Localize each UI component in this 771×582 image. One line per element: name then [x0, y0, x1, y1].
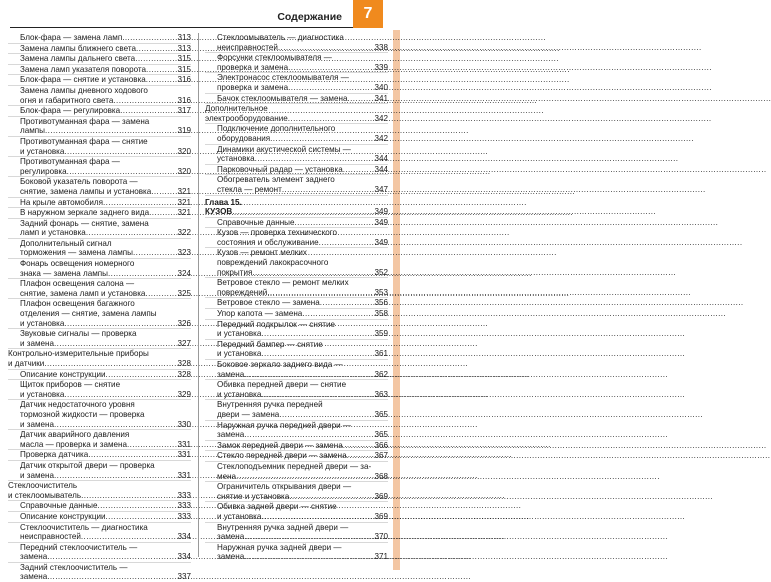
toc-page-number: 333	[177, 490, 191, 500]
toc-entry	[205, 52, 388, 72]
toc-entry-text: В наружном зеркале заднего вида	[20, 208, 150, 218]
toc-entry-text: Задний стеклоочиститель —	[20, 562, 128, 572]
toc-entry-text: Блок-фара — снятие и установка	[20, 75, 146, 85]
dot-leader	[127, 440, 177, 450]
toc-entry-text: Стеклоомыватель — диагностика	[217, 33, 344, 42]
toc-entry-text: На крыле автомобиля	[20, 197, 103, 207]
toc-entry-text: Стеклоподъемник передней двери — за-	[217, 461, 372, 471]
toc-entry	[205, 501, 388, 521]
toc-entry-text: Замена лампы ближнего света	[20, 43, 136, 53]
toc-page-number: 331	[177, 439, 191, 449]
dot-leader	[67, 167, 178, 177]
toc-entry	[8, 105, 191, 116]
toc-entry	[205, 399, 388, 419]
dot-leader	[122, 33, 177, 43]
toc-page-number: 344	[374, 164, 388, 174]
toc-entry-text: Стекло передней двери — замена	[217, 451, 347, 461]
toc-entry-text: регулировка	[20, 166, 67, 176]
toc-entry-text: Блок-фара — регулировка	[20, 106, 121, 116]
toc-entry-text: Плафон освещения багажного	[20, 299, 135, 309]
dot-leader	[343, 441, 375, 451]
toc-page-number: 344	[374, 154, 388, 164]
toc-page-number: 362	[374, 369, 388, 379]
dot-leader	[282, 185, 375, 195]
toc-page-number: 315	[177, 54, 191, 64]
toc-entry-text: и датчики	[8, 359, 45, 368]
toc-entry	[8, 238, 191, 258]
toc-entry-text: Дополнительный сигнал	[20, 238, 112, 248]
dot-leader	[45, 126, 177, 136]
toc-entry-text: Замена лампы дневного ходового	[20, 85, 148, 95]
page-header	[0, 0, 400, 30]
toc-entry-text: двери — замена	[217, 409, 280, 419]
toc-page-number: 369	[374, 491, 388, 501]
toc-entry-text: мена	[217, 471, 237, 481]
toc-entry	[8, 197, 191, 208]
toc-entry	[8, 218, 191, 238]
toc-entry-text: Внутренняя ручка задней двери —	[217, 522, 349, 532]
toc-entry	[8, 64, 191, 75]
toc-page-number: 317	[177, 106, 191, 116]
dot-leader	[270, 134, 374, 144]
toc-entry	[8, 542, 191, 562]
toc-page-number: 331	[177, 450, 191, 460]
toc-entry-text: Описание конструкции	[20, 369, 106, 379]
dot-leader	[54, 339, 177, 349]
dot-leader	[120, 106, 177, 116]
dot-leader	[47, 572, 177, 582]
toc-entry	[205, 339, 388, 359]
toc-entry-text: Наружная ручка передней двери —	[217, 420, 352, 430]
toc-page-number: 326	[177, 318, 191, 328]
dot-leader	[261, 390, 374, 400]
dot-leader	[255, 154, 375, 164]
dot-leader	[108, 269, 178, 279]
toc-entry	[8, 328, 191, 348]
dot-leader	[278, 43, 375, 53]
toc-page-number: 320	[177, 166, 191, 176]
toc-page-number: 371	[374, 552, 388, 562]
toc-page-number: 349	[374, 217, 388, 227]
toc-entry	[205, 217, 388, 228]
toc-entry-text: Замок передней двери — замена	[217, 440, 343, 450]
toc-entry-text: Замена лампы дальнего света	[20, 54, 136, 64]
dot-leader	[86, 228, 178, 238]
toc-entry-text: Фонарь освещения номерного	[20, 259, 135, 269]
toc-page-number: 338	[374, 42, 388, 52]
toc-entry	[205, 440, 388, 451]
toc-entry	[205, 542, 388, 562]
toc-page-number: 356	[374, 298, 388, 308]
toc-page-number: 325	[177, 288, 191, 298]
toc-page-number: 370	[374, 532, 388, 542]
toc-entry-text: электрооборудование	[205, 113, 288, 123]
toc-entry-text: и замена	[20, 338, 55, 348]
toc-entry	[8, 85, 191, 105]
toc-entry	[205, 103, 388, 123]
toc-page-number: 369	[374, 511, 388, 521]
dot-leader	[145, 289, 177, 299]
dot-leader	[347, 94, 374, 104]
toc-entry	[8, 207, 191, 218]
toc-entry-text: Щиток приборов — снятие	[20, 380, 121, 390]
dot-leader	[146, 65, 177, 75]
toc-entry-text: и установка	[217, 389, 262, 399]
dot-leader	[289, 492, 374, 502]
toc-page-number: 316	[177, 75, 191, 85]
toc-entry-text: установка	[217, 154, 255, 164]
toc-entry	[8, 449, 191, 460]
toc-page-number: 342	[374, 133, 388, 143]
toc-entry-text: Датчик недостаточного уровня	[20, 400, 135, 410]
toc-entry-text: Плафон освещения салона —	[20, 279, 135, 289]
dot-leader	[81, 491, 177, 501]
toc-page-number: 334	[177, 552, 191, 562]
toc-entry-text: Форсунки стеклоомывателя —	[217, 53, 332, 63]
toc-page-number: 331	[177, 470, 191, 480]
toc-entry	[205, 522, 388, 542]
toc-entry-text: Передний стеклоочиститель —	[20, 542, 138, 552]
toc-entry	[205, 174, 388, 194]
toc-entry	[205, 72, 388, 92]
toc-entry-text: Боковой указатель поворота —	[20, 177, 138, 187]
dot-leader	[54, 471, 177, 481]
toc-entry-text: Наружная ручка задней двери —	[217, 542, 342, 552]
toc-entry-text: Датчик аварийного давления	[20, 430, 130, 440]
toc-entry	[205, 164, 388, 175]
toc-entry	[205, 195, 388, 217]
toc-entry-text: замена	[20, 572, 48, 582]
toc-entry-text: Проверка датчика	[20, 450, 89, 460]
toc-entry-text: Датчик открытой двери — проверка	[20, 460, 155, 470]
toc-entry	[8, 460, 191, 480]
toc-entry-text: Ограничитель открывания двери —	[217, 482, 352, 492]
toc-entry-text: Противотуманная фара —	[20, 157, 120, 167]
toc-entry	[8, 33, 191, 43]
toc-entry-text: замена	[20, 552, 48, 562]
dot-leader	[64, 147, 177, 157]
toc-entry-text: Передний подкрылок — снятие	[217, 319, 335, 329]
toc-entry-text: Упор капота — замена	[217, 309, 303, 319]
dot-leader	[319, 238, 375, 248]
toc-entry	[205, 123, 388, 143]
toc-entry-text: Задний фонарь — снятие, замена	[20, 218, 149, 228]
toc-entry-text: огня и габаритного света	[20, 95, 114, 105]
dot-leader	[88, 450, 177, 460]
toc-page-number: 367	[374, 451, 388, 461]
toc-entry-text: Справочные данные	[20, 501, 98, 511]
page-title: Содержание	[277, 11, 342, 23]
toc-entry-text: неисправностей	[20, 532, 81, 542]
toc-entry-text: Стеклоочиститель	[8, 481, 78, 491]
toc-page-number: 321	[177, 186, 191, 196]
toc-page-number: 319	[177, 126, 191, 136]
toc-entry	[205, 359, 388, 379]
dot-leader	[236, 472, 374, 482]
toc-entry	[205, 379, 388, 399]
page-number-badge: 7	[353, 0, 383, 28]
dot-leader	[302, 309, 374, 319]
dot-leader	[343, 165, 375, 175]
dot-leader	[64, 390, 177, 400]
dot-leader	[44, 359, 177, 369]
toc-entry-text: снятие, замена лампы и установка	[20, 186, 152, 196]
toc-entry-text: снятие, замена ламп и установка	[20, 288, 146, 298]
dot-leader	[288, 63, 374, 73]
toc-entry-text: и замена	[20, 470, 55, 480]
toc-page-number: 342	[374, 113, 388, 123]
dot-leader	[252, 268, 374, 278]
toc-page-number: 313	[177, 43, 191, 53]
toc-page-number: 322	[177, 228, 191, 238]
toc-page-number: 339	[374, 62, 388, 72]
toc-entry	[8, 176, 191, 196]
toc-page-number: 340	[374, 82, 388, 92]
toc-page-number: 327	[177, 338, 191, 348]
toc-page-number: 347	[374, 184, 388, 194]
toc-left-column	[8, 33, 191, 582]
dot-leader	[244, 532, 374, 542]
toc-entry-text: проверка и замена	[217, 62, 289, 72]
toc-entry-text: Дополнительное	[205, 104, 268, 114]
toc-entry	[8, 43, 191, 54]
toc-page-number: 365	[374, 430, 388, 440]
toc-page-number: 321	[177, 197, 191, 207]
toc-entry	[205, 93, 388, 104]
toc-entry	[205, 481, 388, 501]
toc-entry-text: Подключение дополнительного	[217, 124, 336, 134]
toc-entry-text: Описание конструкции	[20, 511, 106, 521]
dot-leader	[295, 218, 375, 228]
toc-entry	[8, 480, 191, 500]
toc-entry	[8, 522, 191, 542]
toc-right-column	[205, 33, 388, 562]
toc-entry-text: неисправностей	[217, 42, 278, 52]
dot-leader	[103, 198, 177, 208]
toc-entry-text: Кузов — проверка технического	[217, 228, 337, 238]
dot-leader	[261, 329, 374, 339]
toc-entry	[8, 298, 191, 328]
dot-leader	[347, 451, 375, 461]
toc-page-number: 358	[374, 309, 388, 319]
toc-entry	[8, 399, 191, 429]
toc-entry-text: покрытия	[217, 267, 253, 277]
toc-entry-text: замена	[217, 532, 245, 542]
toc-entry-text: замена	[217, 552, 245, 562]
toc-entry-text: и установка	[20, 318, 65, 328]
dot-leader	[81, 532, 178, 542]
toc-page-number: 316	[177, 95, 191, 105]
toc-entry-text: и установка	[20, 146, 65, 156]
toc-entry	[8, 511, 191, 522]
dot-leader	[47, 552, 177, 562]
toc-entry-text: Боковое зеркало заднего вида —	[217, 360, 343, 369]
toc-entry-text: Бачок стеклоомывателя — замена	[217, 93, 348, 103]
dot-leader	[320, 298, 375, 308]
dot-leader	[232, 207, 374, 217]
toc-entry-text: Электронасос стеклоомывателя —	[217, 73, 349, 83]
toc-entry-text: и стеклоомыватель	[8, 490, 82, 500]
toc-page-number: 341	[374, 93, 388, 103]
toc-entry	[205, 450, 388, 461]
toc-page-number: 330	[177, 419, 191, 429]
toc-entry	[205, 144, 388, 164]
toc-entry-text: тормозной жидкости — проверка	[20, 409, 145, 419]
toc-page-number: 365	[374, 409, 388, 419]
toc-entry-text: и установка	[20, 389, 65, 399]
toc-page-number: 328	[177, 369, 191, 379]
toc-entry-text: Звуковые сигналы — проверка	[20, 329, 137, 339]
toc-entry-text: Обивка задней двери — снятие	[217, 502, 337, 512]
toc-entry-text: Динамики акустической системы —	[217, 144, 351, 154]
toc-entry-text: повреждений	[217, 287, 268, 297]
toc-entry	[205, 308, 388, 319]
toc-entry-text: Ветровое стекло — замена	[217, 298, 320, 308]
toc-entry-text: замена	[217, 369, 245, 379]
toc-entry-text: Ветровое стекло — ремонт мелких	[217, 278, 349, 288]
chapter-heading: Глава 15.	[205, 197, 242, 207]
toc-entry	[205, 420, 388, 440]
toc-entry-text: снятие и установка	[217, 491, 290, 501]
toc-entry-text: и замена	[20, 419, 55, 429]
dot-leader	[136, 44, 178, 54]
toc-entry	[8, 562, 191, 582]
toc-page-number: 334	[177, 532, 191, 542]
dot-leader	[146, 75, 178, 85]
toc-entry-text: Блок-фара — замена ламп	[20, 33, 123, 42]
dot-leader	[279, 410, 374, 420]
toc-entry	[8, 156, 191, 176]
dot-leader	[106, 512, 178, 522]
toc-page-number: 320	[177, 146, 191, 156]
toc-entry-text: лампы	[20, 126, 45, 136]
toc-entry	[8, 136, 191, 156]
toc-entry-text: знака — замена лампы	[20, 268, 108, 278]
toc-entry	[205, 461, 388, 481]
toc-entry-text: Замена ламп указателя поворота	[20, 64, 147, 74]
toc-entry	[8, 369, 191, 380]
toc-entry	[8, 278, 191, 298]
toc-entry	[8, 116, 191, 136]
toc-entry	[8, 379, 191, 399]
toc-entry	[205, 297, 388, 308]
toc-page-number: 315	[177, 64, 191, 74]
toc-entry-text: КУЗОВ	[205, 207, 233, 217]
toc-entry-text: и установка	[217, 349, 262, 359]
toc-page-number: 349	[374, 207, 388, 217]
dot-leader	[261, 512, 374, 522]
toc-entry-text: Контрольно-измерительные приборы	[8, 349, 149, 359]
toc-entry	[8, 500, 191, 511]
toc-entry-text: повреждений лакокрасочного	[217, 258, 329, 268]
toc-entry-text: состояния и обслуживание	[217, 237, 319, 247]
column-divider	[198, 33, 199, 557]
toc-entry-text: Стеклоочиститель — диагностика	[20, 522, 148, 532]
toc-page-number: 313	[177, 33, 191, 42]
toc-page-number: 363	[374, 389, 388, 399]
toc-page-number: 321	[177, 208, 191, 218]
toc-entry-text: оборудования	[217, 133, 271, 143]
toc-entry-text: Передний бампер — снятие	[217, 339, 323, 349]
dot-leader	[149, 208, 177, 218]
toc-page-number: 352	[374, 267, 388, 277]
toc-entry-text: и установка	[217, 511, 262, 521]
toc-page-number: 333	[177, 501, 191, 511]
toc-entry-text: и установка	[217, 329, 262, 339]
toc-page-number: 329	[177, 389, 191, 399]
toc-entry	[8, 429, 191, 449]
toc-entry	[205, 247, 388, 277]
toc-entry-text: Справочные данные	[217, 217, 295, 227]
toc-entry-text: Противотуманная фара — снятие	[20, 136, 148, 146]
toc-entry	[8, 53, 191, 64]
header-rule	[10, 27, 354, 28]
toc-entry-text: Внутренняя ручка передней	[217, 400, 323, 410]
dot-leader	[244, 430, 374, 440]
toc-page-number: 333	[177, 511, 191, 521]
dot-leader	[54, 420, 177, 430]
toc-entry-text: проверка и замена	[217, 82, 289, 92]
toc-page-number: 361	[374, 349, 388, 359]
toc-entry	[8, 74, 191, 85]
dot-leader	[267, 288, 374, 298]
dot-leader	[98, 501, 178, 511]
toc-entry-text: Обивка передней двери — снятие	[217, 380, 347, 390]
dot-leader	[288, 114, 375, 124]
toc-entry-text: отделения — снятие, замена лампы	[20, 309, 157, 319]
toc-page-number: 353	[374, 287, 388, 297]
dot-leader	[151, 187, 177, 197]
toc-page-number: 328	[177, 359, 191, 368]
toc-entry-text: Противотуманная фара — замена	[20, 116, 150, 126]
dot-leader	[261, 349, 374, 359]
dot-leader	[135, 54, 177, 64]
toc-entry	[205, 227, 388, 247]
toc-entry-text: Парковочный радар — установка	[217, 164, 343, 174]
toc-entry	[205, 33, 388, 52]
toc-entry-text: ламп и установка	[20, 228, 86, 238]
toc-page-number: 323	[177, 248, 191, 258]
toc-page-number: 366	[374, 440, 388, 450]
toc-entry-text: торможения — замена лампы	[20, 248, 133, 258]
toc-page-number: 337	[177, 572, 191, 582]
toc-entry-text: Кузов — ремонт мелких	[217, 248, 307, 258]
toc-entry-text: замена	[217, 430, 245, 440]
dot-leader	[244, 370, 374, 380]
toc-page-number: 324	[177, 268, 191, 278]
toc-entry	[205, 277, 388, 297]
dot-leader	[288, 83, 374, 93]
toc-page-number: 349	[374, 237, 388, 247]
toc-entry-text: масла — проверка и замена	[20, 439, 128, 449]
toc-entry-text: Обогреватель элемент заднего	[217, 175, 335, 185]
toc-page-number: 368	[374, 471, 388, 481]
dot-leader	[244, 552, 374, 562]
toc-entry	[8, 258, 191, 278]
dot-leader	[106, 370, 178, 380]
toc-entry	[8, 348, 191, 368]
dot-leader	[113, 96, 177, 106]
dot-leader	[64, 319, 177, 329]
toc-entry	[205, 319, 388, 339]
toc-page-number: 359	[374, 329, 388, 339]
toc-entry-text: стекла — ремонт	[217, 184, 282, 194]
dot-leader	[133, 248, 178, 258]
